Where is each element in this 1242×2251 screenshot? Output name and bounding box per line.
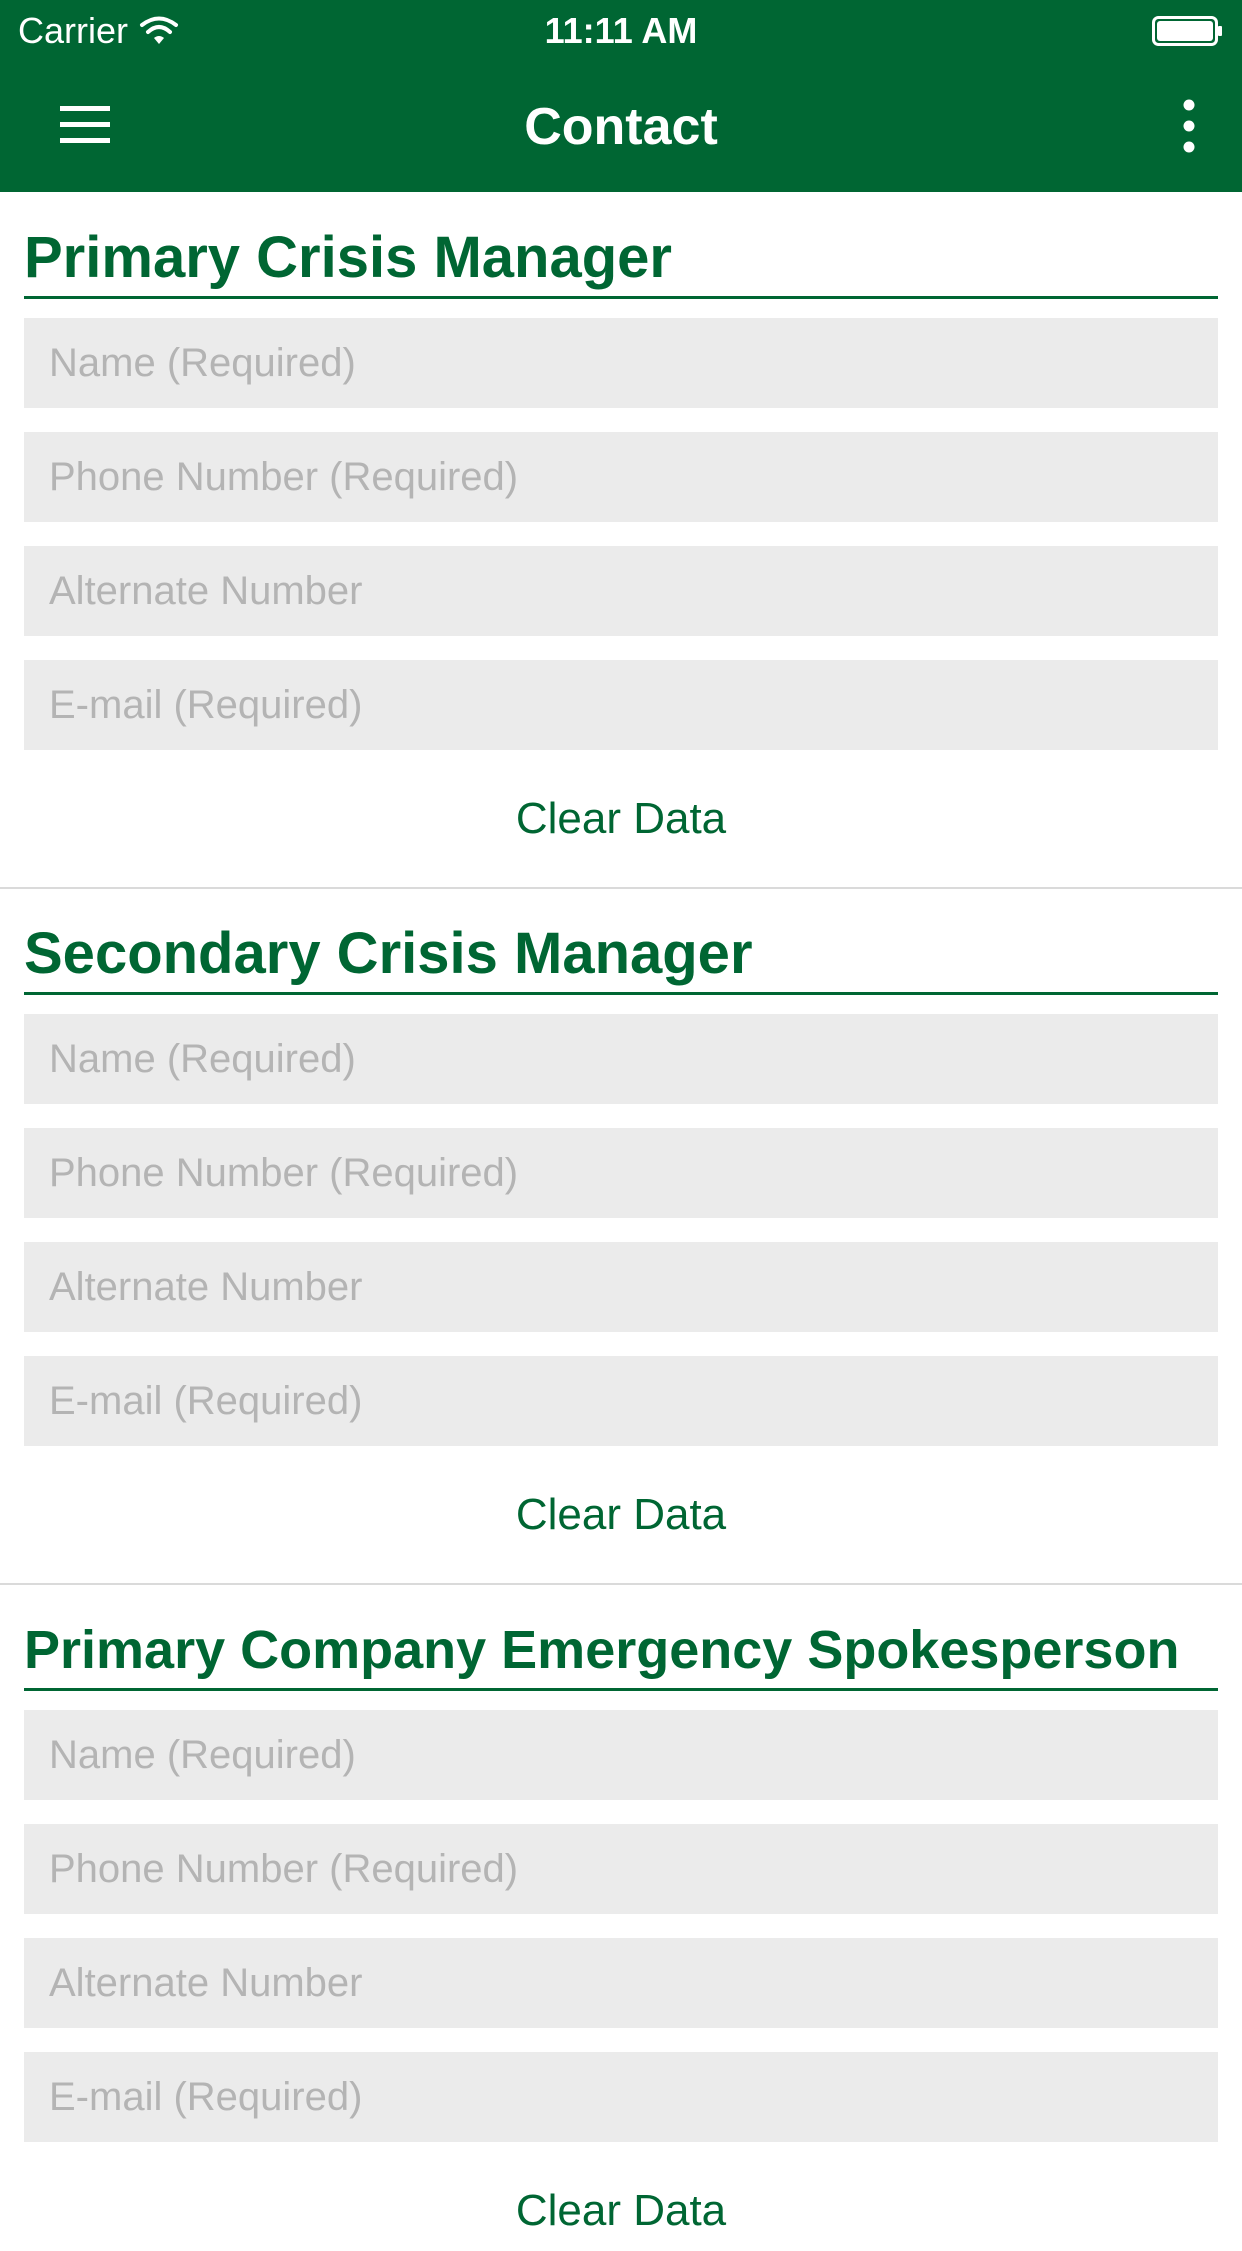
battery-icon: [1152, 16, 1224, 46]
page-title: Contact: [524, 98, 718, 156]
navigation-bar: [0, 60, 1242, 192]
phone-field[interactable]: [24, 432, 1218, 522]
vertical-ellipsis-icon[interactable]: [1174, 96, 1204, 156]
name-field[interactable]: [24, 1710, 1218, 1800]
section-primary-crisis-manager: [0, 192, 1242, 888]
clear-data-button[interactable]: Clear Data: [0, 1475, 1242, 1555]
name-field[interactable]: [24, 1014, 1218, 1104]
section-title: Secondary Crisis Manager: [24, 921, 753, 986]
section-underline: [24, 296, 1218, 299]
email-field[interactable]: [24, 660, 1218, 750]
alternate-number-field[interactable]: [24, 1938, 1218, 2028]
carrier-label: Carrier: [18, 10, 129, 51]
section-secondary-crisis-manager: [0, 888, 1242, 1584]
app-bar: [0, 0, 1242, 192]
section-underline: [24, 992, 1218, 995]
email-field[interactable]: [24, 1356, 1218, 1446]
clear-data-button[interactable]: Clear Data: [0, 779, 1242, 859]
section-underline: [24, 1688, 1218, 1691]
email-field[interactable]: [24, 2052, 1218, 2142]
alternate-number-field[interactable]: [24, 1242, 1218, 1332]
phone-field[interactable]: [24, 1128, 1218, 1218]
status-time: 11:11 AM: [544, 10, 698, 51]
clear-data-button[interactable]: Clear Data: [0, 2171, 1242, 2208]
section-title: Primary Crisis Manager: [24, 225, 672, 290]
name-field[interactable]: [24, 318, 1218, 408]
section-title: Primary Company Emergency Spokesperson: [24, 1620, 1180, 1680]
section-primary-company-emergency-spokesperson: [0, 1584, 1242, 2235]
phone-field[interactable]: [24, 1824, 1218, 1914]
alternate-number-field[interactable]: [24, 546, 1218, 636]
status-bar: [0, 0, 1242, 60]
